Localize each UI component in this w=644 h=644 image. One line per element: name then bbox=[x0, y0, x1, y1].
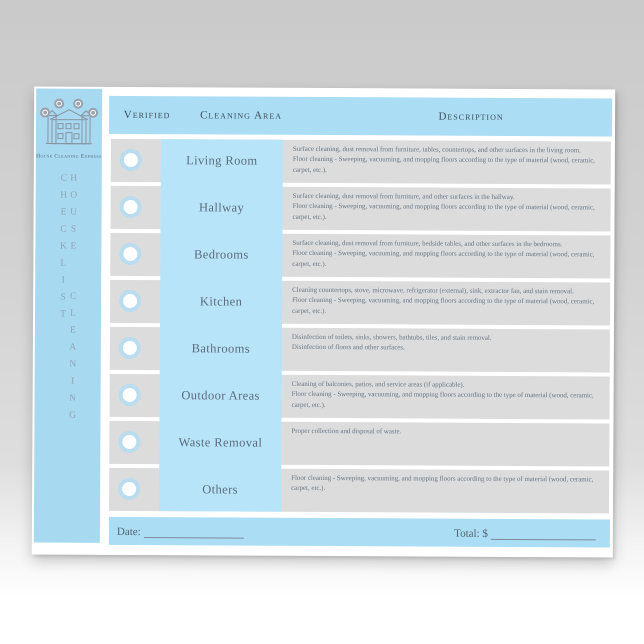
row-description: Floor cleaning - Sweeping, vacuuming, and mopping floors according to the type of material (wood, ceramic, carpet, etc.). bbox=[291, 474, 594, 493]
row-description: Cleaning of balconies, patios, and service areas (if applicable). Floor cleaning - Sweeping, vacuuming, and mopping floors according to the type of material (wood, ceramic, carpet, etc.). bbox=[291, 380, 594, 409]
verified-checkbox[interactable] bbox=[119, 290, 141, 312]
header-verified: Verified bbox=[123, 108, 171, 122]
row-description: Surface cleaning, dust removal from furniture, and other surfaces in the hallway. Floor cleaning - Sweeping, vacuuming, and mopping floors according to the type of material (wood, ceramic, carpet, etc.). bbox=[292, 192, 595, 221]
verified-checkbox[interactable] bbox=[119, 337, 141, 359]
total-field-group bbox=[454, 526, 596, 540]
area-label: Bathrooms bbox=[191, 341, 251, 356]
area-label: Hallway bbox=[198, 200, 245, 215]
table-header bbox=[109, 96, 612, 137]
area-label: Outdoor Areas bbox=[181, 388, 260, 403]
area-label: Bedrooms bbox=[194, 247, 249, 262]
checklist-notepad-page bbox=[32, 86, 615, 557]
verified-checkbox[interactable] bbox=[118, 431, 140, 453]
row-description: Surface cleaning, dust removal from furniture, tables, countertops, and other surfaces in the living room. Floor cleaning - Sweeping, vacuuming, and mopping floors according to the type of material (wood, ceramic, carpet, etc.). bbox=[292, 145, 596, 174]
verified-checkbox[interactable] bbox=[119, 243, 141, 265]
date-field-group bbox=[117, 524, 244, 538]
verified-checkbox[interactable] bbox=[119, 384, 141, 406]
row-description: Cleaning countertops, stove, microwave, refrigerator (external), sink, extractor fan, and stain removal. Floor cleaning - Sweeping, vacuuming, and mopping floors according to the type of material (wood, ceramic, carpet, etc.). bbox=[292, 286, 595, 315]
sidebar bbox=[34, 88, 102, 542]
verified-checkbox[interactable] bbox=[120, 149, 142, 171]
area-label: Waste Removal bbox=[178, 435, 263, 450]
row-description: Surface cleaning, dust removal from furniture, bedside tables, and other surfaces in the bedrooms. Floor cleaning - Sweeping, vacuuming, and mopping floors according to the type of material (wood, ceramic, carpet, etc.). bbox=[292, 239, 595, 268]
checklist-rows bbox=[109, 139, 611, 514]
total-label: Total: $ bbox=[454, 527, 488, 540]
area-label: Living Room bbox=[186, 153, 258, 168]
footer bbox=[109, 517, 610, 548]
area-label: Others bbox=[202, 482, 239, 497]
row-description: Proper collection and disposal of waste. bbox=[291, 427, 402, 436]
row-description: Disinfection of toilets, sinks, showers, bathtubs, tiles, and stain removal. Disinfection of floors and other surfaces. bbox=[291, 333, 492, 352]
header-cleaning-area: Cleaning Area bbox=[200, 109, 283, 122]
header-description: Description bbox=[438, 110, 504, 123]
date-label: Date: bbox=[116, 525, 141, 538]
brand-logo bbox=[36, 97, 102, 159]
brand-name: House Cleaning Express bbox=[36, 153, 102, 160]
verified-checkbox[interactable] bbox=[120, 196, 142, 218]
vertical-title: HOUSE CLEANING CHECKLIST bbox=[57, 173, 79, 428]
area-label: Kitchen bbox=[199, 294, 243, 309]
house-logo-icon bbox=[38, 98, 100, 148]
total-fill-line[interactable] bbox=[491, 526, 596, 540]
verified-checkbox[interactable] bbox=[118, 478, 140, 500]
date-fill-line[interactable] bbox=[144, 525, 244, 539]
